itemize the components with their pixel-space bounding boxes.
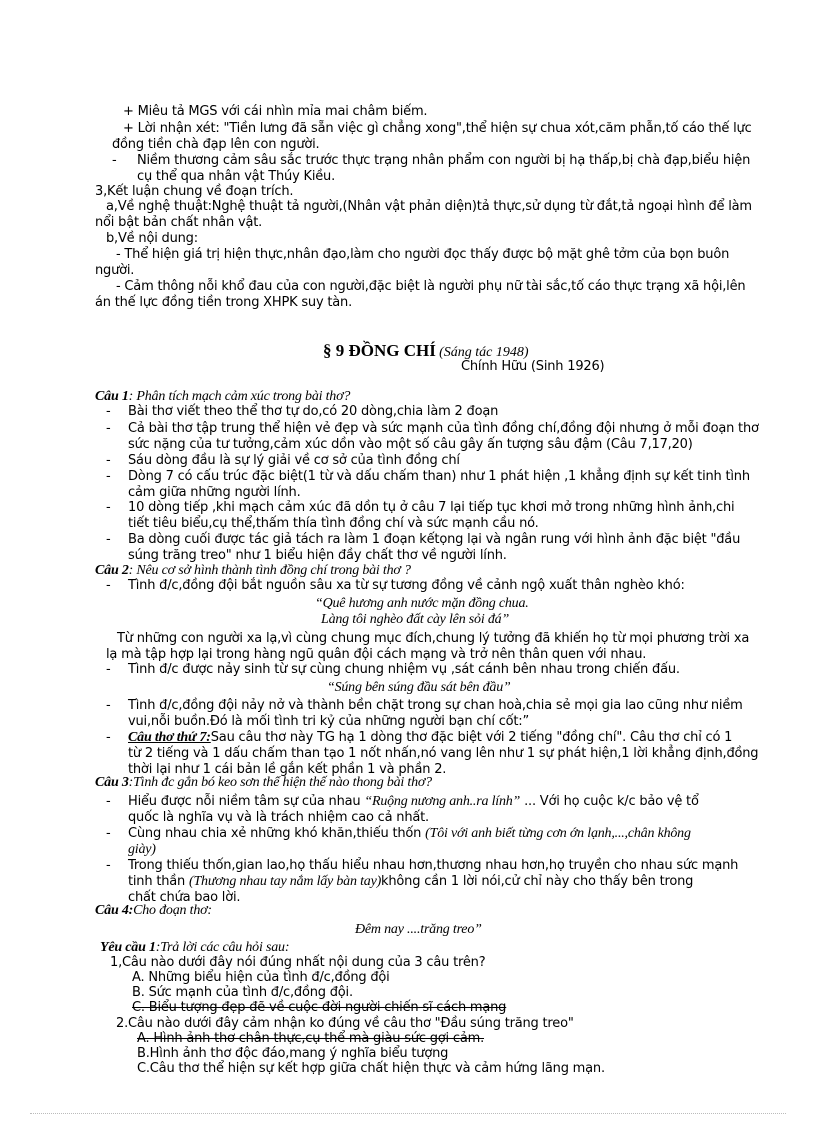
- bullet-dash: -: [106, 698, 111, 713]
- list-item: chất chứa bao lời.: [128, 890, 241, 905]
- question-2-heading: [95, 563, 411, 578]
- question-label: Câu 2: [95, 563, 129, 578]
- question-text: Cho đoạn thơ:: [133, 903, 212, 918]
- bullet-dash: -: [106, 578, 111, 593]
- quiz-option: C.Câu thơ thể hiện sự kết hợp giữa chất hiện thực và cảm hứng lãng mạn.: [137, 1061, 605, 1076]
- list-item: Dòng 7 có cấu trúc đặc biệt(1 từ và dấu chấm than) như 1 phát hiện ,1 khẳng định sự kết tinh tình: [128, 469, 750, 484]
- requirement-label: Yêu cầu 1: [100, 940, 156, 955]
- inline-quote: “Ruộng nương anh..ra lính”: [364, 794, 521, 809]
- list-item: Tình đ/c,đồng đội nảy nở và thành bền chặt trong sự chan hoà,chia sẻ mọi gia lao cũng như niềm: [128, 698, 743, 713]
- bullet-dash: -: [112, 153, 117, 168]
- inline-text: Sau câu thơ này TG hạ 1 dòng thơ đặc biệt với 2 tiếng "đồng chí". Câu thơ chỉ có 1: [210, 730, 733, 745]
- poem-line: “Quê hương anh nước mặn đồng chua.: [315, 596, 529, 611]
- bullet-dash: -: [106, 469, 111, 484]
- text-line: người.: [95, 263, 135, 278]
- question-text: : Nêu cơ sở hình thành tình đồng chí trong bài thơ ?: [128, 563, 411, 578]
- bullet-dash: -: [106, 794, 111, 809]
- requirement-heading: [100, 940, 289, 955]
- bullet-dash: -: [106, 532, 111, 547]
- quiz-question: 2.Câu nào dưới đây cảm nhận ko đúng về câu thơ "Đầu súng trăng treo": [116, 1016, 574, 1031]
- quiz-option: A. Những biểu hiện của tình đ/c,đồng đội: [132, 970, 390, 985]
- inline-text: không cần 1 lời nói,cử chỉ này cho thấy bên trong: [381, 874, 694, 889]
- bullet-dash: -: [106, 662, 111, 677]
- inline-heading: Câu thơ thứ 7:: [128, 730, 211, 745]
- title-note: (Sáng tác 1948): [439, 345, 529, 360]
- bullet-dash: -: [106, 453, 111, 468]
- bullet-dash: -: [106, 730, 111, 745]
- list-item: Trong thiếu thốn,gian lao,họ thấu hiểu nhau hơn,thương nhau hơn,họ truyền cho nhau sức mạnh: [128, 858, 739, 873]
- page-title: [323, 341, 529, 361]
- list-item: sức nặng của tư tưởng,cảm xúc dồn vào một số câu gây ấn tượng sâu đậm (Câu 7,17,20): [128, 437, 693, 452]
- list-item: thời lại như 1 cái bản lề gắn kết phần 1 và phần 2.: [128, 762, 447, 777]
- text-line: + Lời nhận xét: "Tiền lưng đã sẵn việc gì chẳng xong",thể hiện sự chua xót,căm phẫn,tố cáo thế lực: [123, 121, 752, 136]
- quiz-option-marked: A. Hình ảnh thơ chân thực,cụ thể mà giàu sức gợi cảm.: [137, 1031, 485, 1046]
- text-line: cụ thể qua nhân vật Thúy Kiều.: [137, 169, 336, 184]
- quiz-option: B. Sức mạnh của tình đ/c,đồng đội.: [132, 985, 353, 1000]
- bullet-dash: -: [106, 858, 111, 873]
- list-item: [128, 874, 693, 889]
- question-label: Câu 3: [95, 775, 129, 790]
- text-line: - Thể hiện giá trị hiện thực,nhân đạo,làm cho người đọc thấy được bộ mặt ghê tởm của bọn buôn: [116, 247, 730, 262]
- list-item: Tình đ/c,đồng đội bắt nguồn sâu xa từ sự tương đồng về cảnh ngộ xuất thân nghèo khó:: [128, 578, 685, 593]
- bullet-dash: -: [106, 500, 111, 515]
- list-item: Bài thơ viết theo thể thơ tự do,có 20 dòng,chia làm 2 đoạn: [128, 404, 499, 419]
- list-item: [128, 794, 699, 809]
- inline-text: Hiểu được nỗi niềm tâm sự của nhau: [128, 794, 361, 809]
- inline-quote: (Thương nhau tay nắm lấy bàn tay): [189, 874, 382, 889]
- section-heading: 3,Kết luận chung về đoạn trích.: [95, 184, 294, 199]
- question-text: : Phân tích mạch cảm xúc trong bài thơ?: [128, 389, 351, 404]
- title-main: § 9 ĐỒNG CHÍ: [323, 341, 436, 360]
- poem-line: Làng tôi nghèo đất cày lên sỏi đá”: [321, 612, 510, 627]
- text-line: lạ mà tập hợp lại trong hàng ngũ quân đội cách mạng và trở nên thân quen với nhau.: [106, 647, 647, 662]
- inline-text: tinh thần: [128, 874, 186, 889]
- list-item: Tình đ/c được nảy sinh từ sự cùng chung nhiệm vụ ,sát cánh bên nhau trong chiến đấu.: [128, 662, 680, 677]
- text-line: nổi bật bản chất nhân vật.: [95, 215, 263, 230]
- page-divider: [30, 1113, 786, 1114]
- list-item: tiết tiêu biểu,cụ thể,thấm thía tình đồng chí và sức mạnh cầu nó.: [128, 516, 539, 531]
- bullet-dash: -: [106, 826, 111, 841]
- text-line: a,Về nghệ thuật:Nghệ thuật tả người,(Nhân vật phản diện)tả thực,sử dụng từ đắt,tả ngoại hình để làm: [106, 199, 752, 214]
- list-item: vui,nỗi buồn.Đó là mối tình tri kỷ của những người bạn chí cốt:”: [128, 714, 530, 729]
- list-item: cảm giữa những người lính.: [128, 485, 301, 500]
- question-label: Câu 1: [95, 389, 129, 404]
- requirement-text: :Trả lời các câu hỏi sau:: [155, 940, 290, 955]
- text-line: - Cảm thông nỗi khổ đau của con người,đặc biệt là người phụ nữ tài sắc,tố cáo thực trạng xã hội,lên: [116, 279, 746, 294]
- inline-text: ... Với họ cuộc k/c bảo vệ tổ: [524, 794, 699, 809]
- bullet-dash: -: [106, 421, 111, 436]
- poem-line: “Súng bên súng đầu sát bên đầu”: [327, 680, 511, 695]
- quiz-question: 1,Câu nào dưới đây nói đúng nhất nội dung của 3 câu trên?: [110, 955, 486, 970]
- question-1-heading: [95, 389, 350, 404]
- list-item: 10 dòng tiếp ,khi mạch cảm xúc đã dồn tụ ở câu 7 lại tiếp tục khơi mở trong những hình ảnh,chi: [128, 500, 735, 515]
- question-4-heading: [95, 903, 212, 918]
- list-item: Ba dòng cuối được tác giả tách ra làm 1 đoạn kếtọng lại và ngân rung với hình ảnh đặc biệt "đầu: [128, 532, 741, 547]
- list-item: Sáu dòng đầu là sự lý giải về cơ sở của tình đồng chí: [128, 453, 460, 468]
- author-line: Chính Hữu (Sinh 1926): [461, 359, 605, 374]
- text-line: b,Về nội dung:: [106, 231, 198, 246]
- bullet-dash: -: [106, 404, 111, 419]
- list-item: quốc là nghĩa vụ và là trách nhiệm cao cả nhất.: [128, 810, 429, 825]
- question-3-heading: [95, 775, 432, 790]
- text-line: Niềm thương cảm sâu sắc trước thực trạng nhân phẩm con người bị hạ thấp,bị chà đạp,biểu hiện: [137, 153, 751, 168]
- inline-quote: (Tôi với anh biết từng cơn ớn lạnh,...,chân không: [425, 826, 691, 841]
- list-item: giày): [128, 842, 156, 857]
- text-line: Từ những con người xa lạ,vì cùng chung mục đích,chung lý tưởng đã khiến họ từ mọi phương trời xa: [117, 631, 750, 646]
- list-item: từ 2 tiếng và 1 dấu chấm than tạo 1 nốt nhấn,nó vang lên như 1 sự phát hiện,1 lời khẳng định,đồng: [128, 746, 759, 761]
- quiz-option: B.Hình ảnh thơ độc đáo,mang ý nghĩa biểu tượng: [137, 1046, 449, 1061]
- text-line: án thế lực đồng tiền trong XHPK suy tàn.: [95, 295, 353, 310]
- list-item: [128, 826, 691, 841]
- quiz-option-marked: C. Biểu tượng đẹp đẽ về cuộc đời người chiến sĩ cách mạng: [132, 1000, 507, 1015]
- question-text: :Tình đc gắn bó keo sơn thể hiện thế nào thong bài thơ?: [128, 775, 432, 790]
- text-line: + Miêu tả MGS với cái nhìn mỉa mai châm biếm.: [123, 104, 428, 119]
- inline-text: Cùng nhau chia xẻ những khó khăn,thiếu thốn: [128, 826, 422, 841]
- question-label: Câu 4:: [95, 903, 134, 918]
- text-line: đồng tiền chà đạp lên con người.: [112, 137, 320, 152]
- list-item: [128, 730, 732, 745]
- list-item: Cả bài thơ tập trung thể hiện vẻ đẹp và sức mạnh của tình đồng chí,đồng đội nhưng ở mỗi đoạn thơ: [128, 421, 759, 436]
- poem-line: Đêm nay ....trăng treo”: [355, 922, 482, 937]
- list-item: súng trăng treo" như 1 biểu hiện đầy chất thơ về người lính.: [128, 548, 507, 563]
